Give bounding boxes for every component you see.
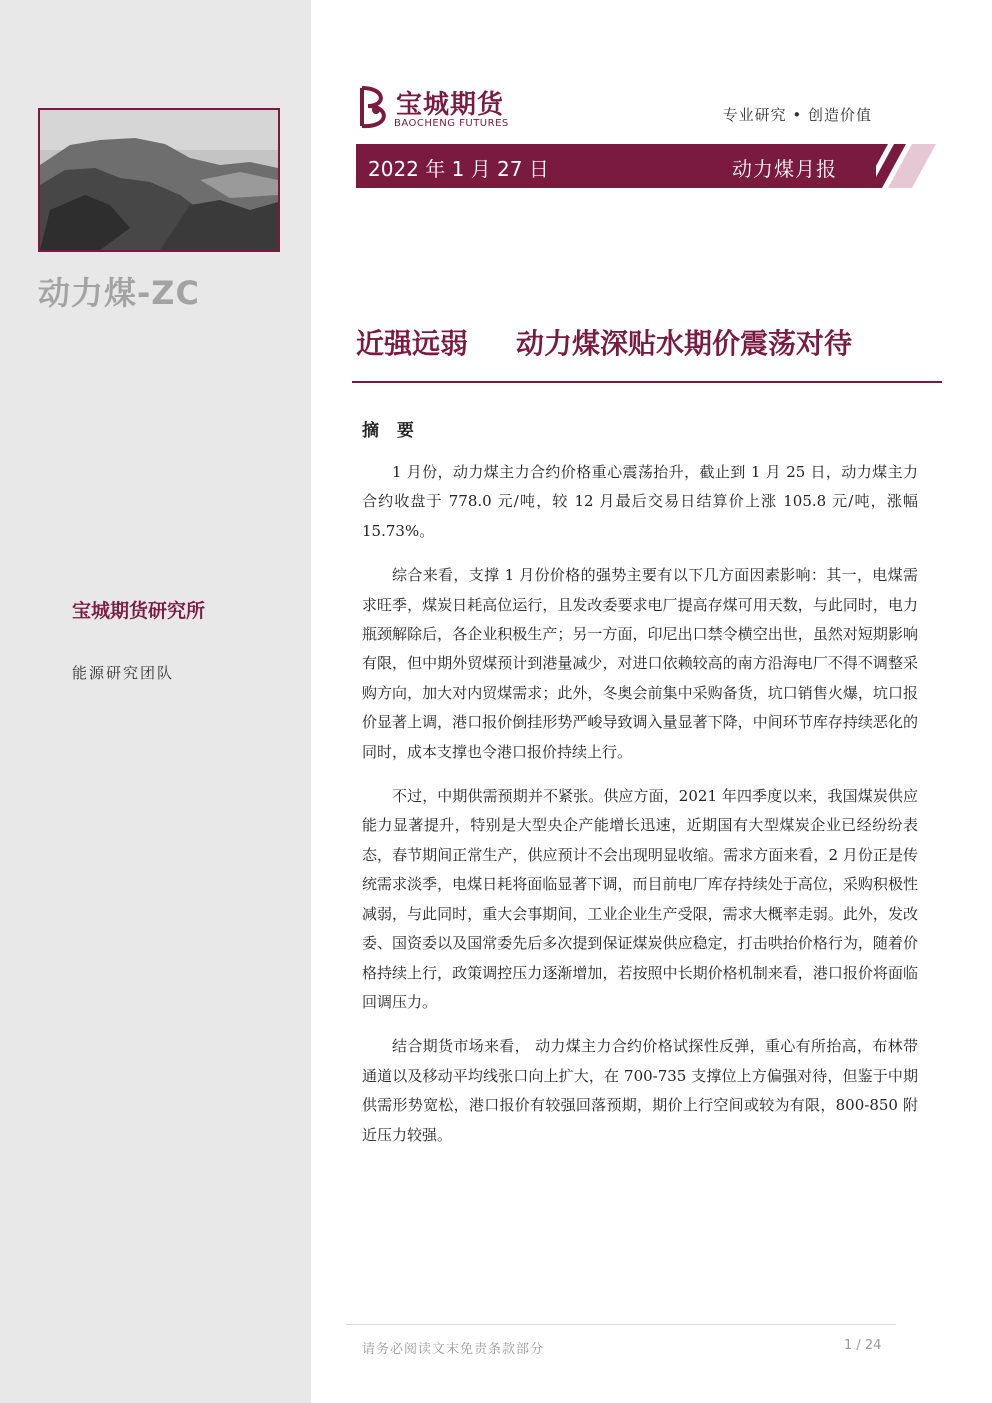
abstract-paragraph: 结合期货市场来看， 动力煤主力合约价格试探性反弹，重心有所抬高，布林带通道以及移动平均线张口向上扩大，在 700-735 支撑位上方偏强对待，但鉴于中期供需形势宽松，港口报价有较强回落预期，期价上行空间或较为有限，800-850 附近压力较强。	[362, 1037, 918, 1144]
company-slogan: 专业研究 • 创造价值	[722, 106, 872, 124]
report-title	[356, 322, 956, 362]
logo-chinese-name: 宝城期货	[396, 90, 505, 120]
title-divider	[352, 381, 942, 383]
logo-mark-icon	[356, 84, 390, 130]
cover-photo	[38, 108, 280, 252]
sidebar-category: 动力煤-ZC	[38, 274, 200, 312]
logo-english-name: BAOCHENG FUTURES	[394, 118, 509, 129]
sidebar-institute: 宝城期货研究所	[72, 600, 206, 622]
report-type: 动力煤月报	[732, 157, 837, 181]
abstract-body	[362, 458, 918, 1165]
abstract-paragraph: 1 月份，动力煤主力合约价格重心震荡抬升，截止到 1 月 25 日，动力煤主力合约收盘于 778.0 元/吨，较 12 月最后交易日结算价上涨 105.8 元/吨，涨幅 15.73%。	[362, 463, 918, 540]
footer-disclaimer: 请务必阅读文末免责条款部分	[362, 1342, 545, 1357]
banner-stripes-decoration	[856, 144, 936, 188]
abstract-paragraph: 综合来看，支撑 1 月份价格的强势主要有以下几方面因素影响：其一，电煤需求旺季，煤炭日耗高位运行，且发改委要求电厂提高存煤可用天数，与此同时，电力瓶颈解除后，各企业积极生产；另一方面，印尼出口禁令横空出世，虽然对短期影响有限，但中期外贸煤预计到港量减少，对进口依赖较高的南方沿海电厂不得不调整采购方向，加大对内贸煤需求；此外，冬奥会前集中采购备货，坑口销售火爆，坑口报价显著上调，港口报价倒挂形势严峻导致调入量显著下降，中间环节库存持续恶化的同时，成本支撑也令港口报价持续上行。	[362, 566, 918, 761]
abstract-paragraph: 不过，中期供需预期并不紧张。供应方面，2021 年四季度以来，我国煤炭供应能力显著提升，特别是大型央企产能增长迅速，近期国有大型煤炭企业已经纷纷表态，春节期间正常生产，供应预计不会出现明显收缩。需求方面来看，2 月份正是传统需求淡季，电煤日耗将面临显著下调，而目前电厂库存持续处于高位，采购积极性减弱，与此同时，重大会事期间，工业企业生产受限，需求大概率走弱。此外，发改委、国资委以及国常委先后多次提到保证煤炭供应稳定，打击哄抬价格行为，随着价格持续上行，政策调控压力逐渐增加，若按照中长期价格机制来看，港口报价将面临回调压力。	[362, 787, 918, 1011]
sidebar-team: 能源研究团队	[72, 664, 175, 682]
report-title-part1: 近强远弱	[356, 327, 469, 360]
company-logo	[356, 84, 526, 132]
report-title-part2: 动力煤深贴水期价震荡对待	[516, 327, 853, 360]
date-banner	[356, 144, 936, 188]
footer-divider	[346, 1324, 896, 1325]
page-number: 1 / 24	[844, 1338, 882, 1353]
report-date: 2022 年 1 月 27 日	[368, 157, 549, 181]
abstract-heading: 摘 要	[362, 421, 420, 441]
coal-landscape-image	[40, 110, 278, 250]
sidebar	[0, 0, 311, 1403]
